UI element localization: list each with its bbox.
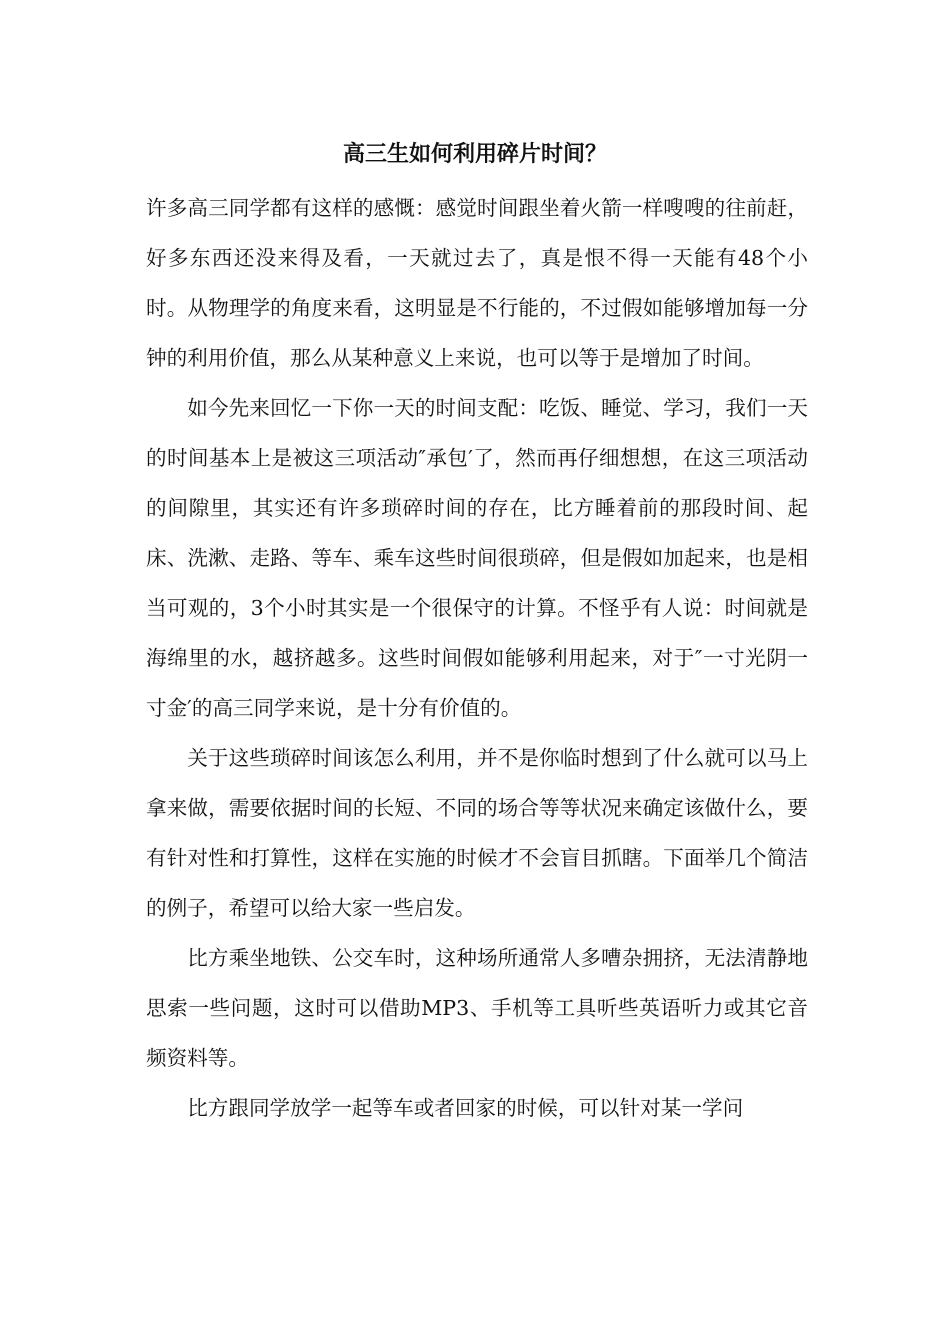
paragraph-1: 许多高三同学都有这样的感慨：感觉时间跟坐着火箭一样嗖嗖的往前赶，好多东西还没来得及看，一天就过去了，真是恨不得一天能有48个小时。从物理学的角度来看，这明显是不行能的，不过假如能够增加每一分钟的利用价值，那么从某种意义上来说，也可以等于是增加了时间。 [146,196,808,370]
paragraph-5: 比方跟同学放学一起等车或者回家的时候，可以针对某一学问 [187,1096,744,1120]
document-title: 高三生如何利用碎片时间？ [342,141,607,167]
paragraph-3: 关于这些琐碎时间该怎么利用，并不是你临时想到了什么就可以马上拿来做，需要依据时间的长短、不同的场合等等状况来确定该做什么，要有针对性和打算性，这样在实施的时候才不会盲目抓瞎。下面举几个简洁的例子，希望可以给大家一些启发。 [146,746,808,920]
paragraph-2: 如今先来回忆一下你一天的时间支配：吃饭、睡觉、学习，我们一天的时间基本上是被这三项活动″承包′了，然而再仔细想想，在这三项活动的间隙里，其实还有许多琐碎时间的存在，比方睡着前的那段时间、起床、洗漱、走路、等车、乘车这些时间很琐碎，但是假如加起来，也是相当可观的，3个小时其实是一个很保守的计算。不怪乎有人说：时间就是海绵里的水，越挤越多。这些时间假如能够利用起来，对于″一寸光阴一寸金′的高三同学来说，是十分有价值的。 [146,396,808,720]
paragraph-4: 比方乘坐地铁、公交车时，这种场所通常人多嘈杂拥挤，无法清静地思索一些问题，这时可以借助MP3、手机等工具听些英语听力或其它音频资料等。 [146,946,808,1070]
document-body [146,183,808,1133]
